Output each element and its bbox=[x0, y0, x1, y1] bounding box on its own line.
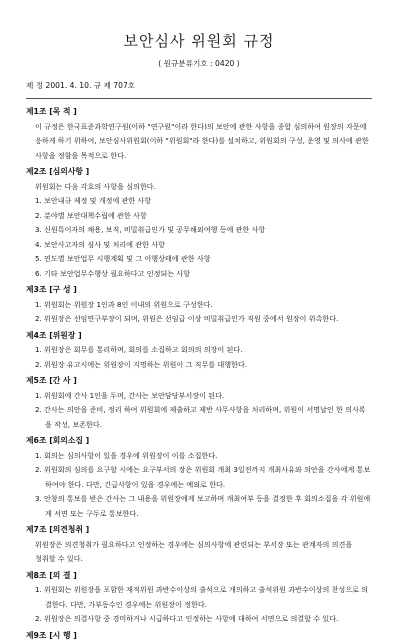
regulation-page bbox=[0, 30, 400, 605]
articles-container bbox=[26, 105, 372, 643]
article-8 bbox=[26, 569, 372, 627]
article-item: 2. 간사는 의안을 준비, 정리 하여 위원회에 제출하고 제반 사무사항을 처리하며, 위원이 서명날인 한 의사록을 작성, 보존한다. bbox=[35, 403, 372, 432]
article-9 bbox=[26, 629, 372, 643]
article-heading: 제8조 [의 결 ] bbox=[26, 569, 372, 584]
article-item: 2. 위원회의 심의를 요구할 시에는 요구부서의 장은 위원회 개최 3일전까지 개최사유와 의안을 간사에게 통보하여야 한다. 다만, 긴급사항이 있을 경우에는 예외로 한다. bbox=[35, 463, 372, 492]
article-item: 3. 신원특이자의 채용, 보직, 비밀취급인가 및 공무해외여행 등에 관한 사항 bbox=[35, 223, 372, 238]
article-item: 1. 위원장은 회무를 통리하며, 회의를 소집하고 회의의 의장이 된다. bbox=[35, 343, 372, 358]
article-item-list bbox=[26, 343, 372, 372]
article-heading: 제2조 [심의사항 ] bbox=[26, 165, 372, 180]
article-heading: 제3조 [구 성 ] bbox=[26, 283, 372, 298]
article-7 bbox=[26, 523, 372, 567]
header-divider bbox=[26, 98, 372, 99]
article-item: 1. 위원회는 위원장을 포함한 재적위원 과반수이상의 출석으로 개의하고 출석위원 과반수이상의 찬성으로 의결한다. 다만, 가부동수인 경우에는 위원장이 정한다. bbox=[35, 583, 372, 612]
article-item: 1. 위원회에 간사 1인을 두며, 간사는 보안담당부서장이 된다. bbox=[35, 389, 372, 404]
article-paragraph: 이 규정은 한국표준과학연구원(이하 "연구원"이라 한다)의 보안에 관한 사항을 종합 심의하여 원장의 자문에 응하게 하기 위하여, 보안심사위원회(이하 "위원회"라 한다)를 설치하고, 위원회의 구성, 운영 및 의사에 관한 사항을 정함을 목적으로 한다. bbox=[35, 120, 372, 164]
article-item: 2. 위원장은 선임연구부장이 되며, 위원은 선임급 이상 비밀취급인가 직원 중에서 원장이 위촉한다. bbox=[35, 312, 372, 327]
article-item-list bbox=[26, 583, 372, 627]
article-5 bbox=[26, 374, 372, 432]
article-heading: 제4조 [위원장 ] bbox=[26, 329, 372, 344]
article-item: 2. 위원장은 의결사항 중 경미하거나 시급하다고 인정하는 사항에 대하여 서면으로 의결할 수 있다. bbox=[35, 612, 372, 627]
article-item-list bbox=[26, 298, 372, 327]
article-item: 5. 연도별 보안업무 시행계획 및 그 이행상태에 관한 사항 bbox=[35, 252, 372, 267]
article-item: 3. 안창의 통보를 받은 간사는 그 내용을 위원장에게 보고하며 개최여부 등을 결정한 후 회의소집을 각 위원에게 서면 또는 구두로 통보한다. bbox=[35, 492, 372, 521]
article-item: 1. 위원회는 위원장 1인과 8인 이내의 위원으로 구성한다. bbox=[35, 298, 372, 313]
article-item-list bbox=[26, 194, 372, 281]
document-title: 보안심사 위원회 규정 bbox=[26, 30, 372, 52]
article-heading: 제6조 [회의소집 ] bbox=[26, 434, 372, 449]
article-item: 2. 위원장 유고시에는 위원장이 지명하는 위원이 그 직무를 대행한다. bbox=[35, 358, 372, 373]
article-6 bbox=[26, 434, 372, 521]
article-item-list bbox=[26, 449, 372, 522]
article-heading: 제5조 [간 사 ] bbox=[26, 374, 372, 389]
article-item: 2. 분야별 보안대책수립에 관한 사항 bbox=[35, 209, 372, 224]
article-item: 1. 보안내규 제정 및 개정에 관한 사항 bbox=[35, 194, 372, 209]
article-2 bbox=[26, 165, 372, 281]
article-item: 6. 기타 보안업무수행상 필요하다고 인정되는 사항 bbox=[35, 267, 372, 282]
article-heading: 제7조 [의견청취 ] bbox=[26, 523, 372, 538]
enactment-line: 제 정 2001. 4. 10. 규 제 707호 bbox=[26, 80, 372, 92]
article-item-list bbox=[26, 389, 372, 433]
article-item: 4. 보안사고자의 심사 및 처리에 관한 사항 bbox=[35, 238, 372, 253]
article-1 bbox=[26, 105, 372, 163]
article-heading: 제9조 [시 행 ] bbox=[26, 629, 372, 643]
article-paragraph: 위원장은 의견청취가 필요하다고 인정하는 경우에는 심의사항에 관련되는 부서장 또는 관계자의 의견을 청취할 수 있다. bbox=[35, 538, 372, 567]
article-item: 1. 회의는 심의사항이 있을 경우에 위원장이 이를 소집한다. bbox=[35, 449, 372, 464]
article-3 bbox=[26, 283, 372, 327]
article-heading: 제1조 [목 적 ] bbox=[26, 105, 372, 120]
article-paragraph: 위원회는 다음 각호의 사항을 심의한다. bbox=[35, 180, 372, 195]
article-4 bbox=[26, 329, 372, 373]
classification-code: ( 원규분류기호 : 0420 ) bbox=[26, 59, 372, 69]
